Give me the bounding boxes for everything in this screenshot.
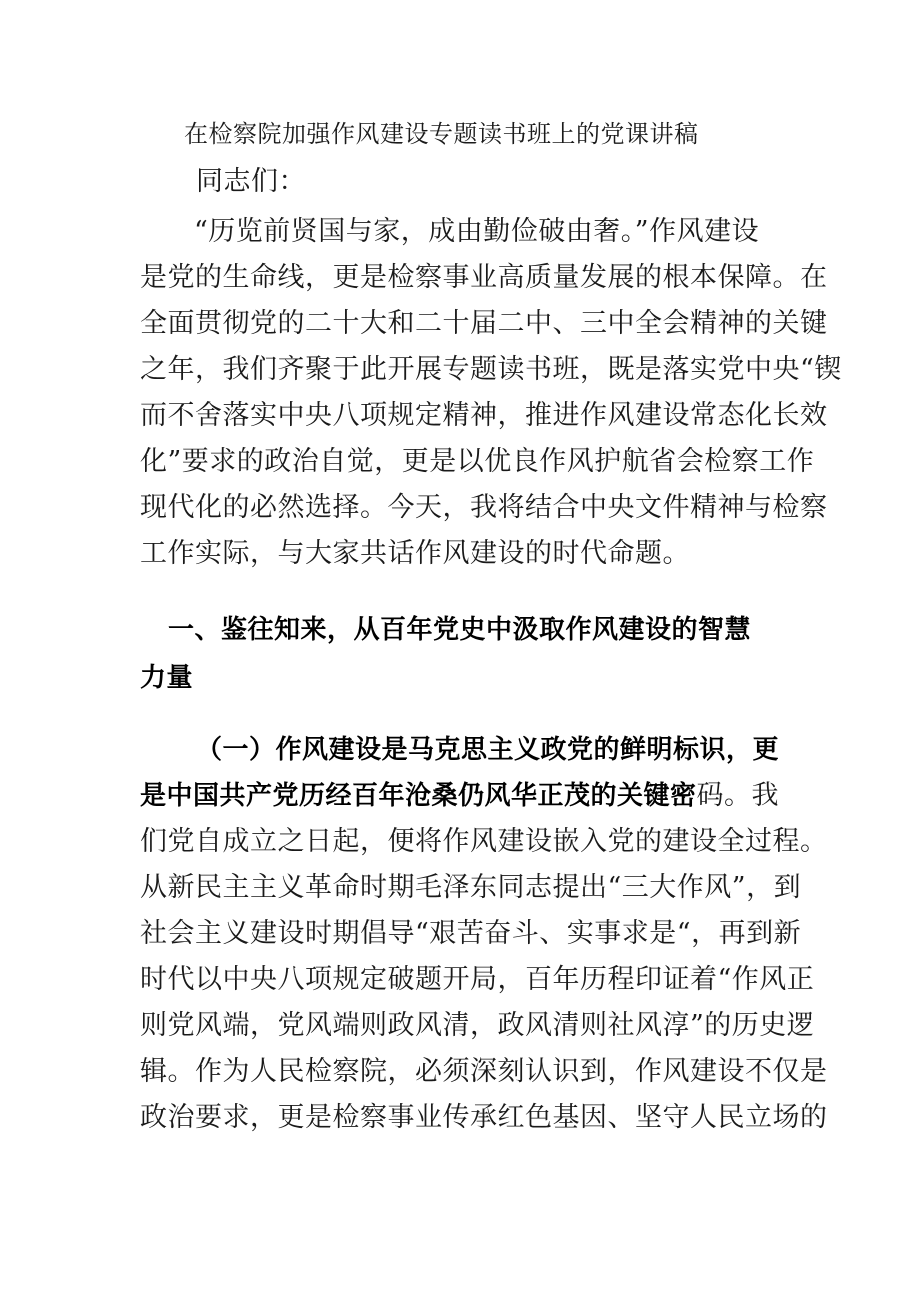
intro-paragraph-line-8: 工作实际，与大家共话作风建设的时代命题。: [140, 538, 690, 569]
body-paragraph-line-5: 则党风端，党风端则政风清，政风清则社风淳”的历史逻: [140, 1010, 815, 1041]
intro-paragraph-line-7: 现代化的必然选择。今天，我将结合中央文件精神与检察: [140, 492, 828, 523]
subsection-line-2-tail: 码。我: [696, 780, 780, 811]
salutation: 同志们：: [196, 166, 306, 197]
body-paragraph-line-1: 们党自成立之日起，便将作风建设嵌入党的建设全过程。: [140, 826, 828, 857]
intro-paragraph-line-5: 而不舍落实中央八项规定精神，推进作风建设常态化长效: [140, 400, 828, 431]
intro-paragraph-line-4: 之年，我们齐聚于此开展专题读书班，既是落实党中央“锲: [140, 354, 842, 385]
intro-paragraph-line-1: “历览前贤国与家，成由勤俭破由奢。”作风建设: [194, 216, 760, 247]
body-paragraph-line-6: 辑。作为人民检察院，必须深刻认识到，作风建设不仅是: [140, 1056, 828, 1087]
body-paragraph-line-4: 时代以中央八项规定破题开局，百年历程印证着“作风正: [140, 964, 815, 995]
section-heading-line-1: 一、鉴往知来，从百年党史中汲取作风建设的智慧: [168, 615, 752, 645]
document-title: 在检察院加强作风建设专题读书班上的党课讲稿: [184, 120, 699, 148]
subsection-heading-line-1: （一）作风建设是马克思主义政党的鲜明标识，更: [196, 735, 780, 765]
body-paragraph-line-2: 从新民主主义革命时期毛泽东同志提出“三大作风”，到: [140, 872, 802, 903]
subsection-heading-line-2: 是中国共产党历经百年沧桑仍风华正茂的关键密: [140, 781, 697, 811]
body-paragraph-line-7: 政治要求，更是检察事业传承红色基因、坚守人民立场的: [140, 1102, 828, 1133]
body-paragraph-line-3: 社会主义建设时期倡导“艰苦奋斗、实事求是“，再到新: [140, 918, 802, 949]
intro-paragraph-line-2: 是党的生命线，更是检察事业高质量发展的根本保障。在: [140, 262, 828, 293]
intro-paragraph-line-3: 全面贯彻党的二十大和二十届二中、三中全会精神的关键: [140, 308, 828, 339]
section-heading-line-2: 力量: [140, 663, 194, 693]
intro-paragraph-line-6: 化”要求的政治自觉，更是以优良作风护航省会检察工作: [140, 446, 815, 477]
subsection-line-2: [140, 778, 785, 814]
